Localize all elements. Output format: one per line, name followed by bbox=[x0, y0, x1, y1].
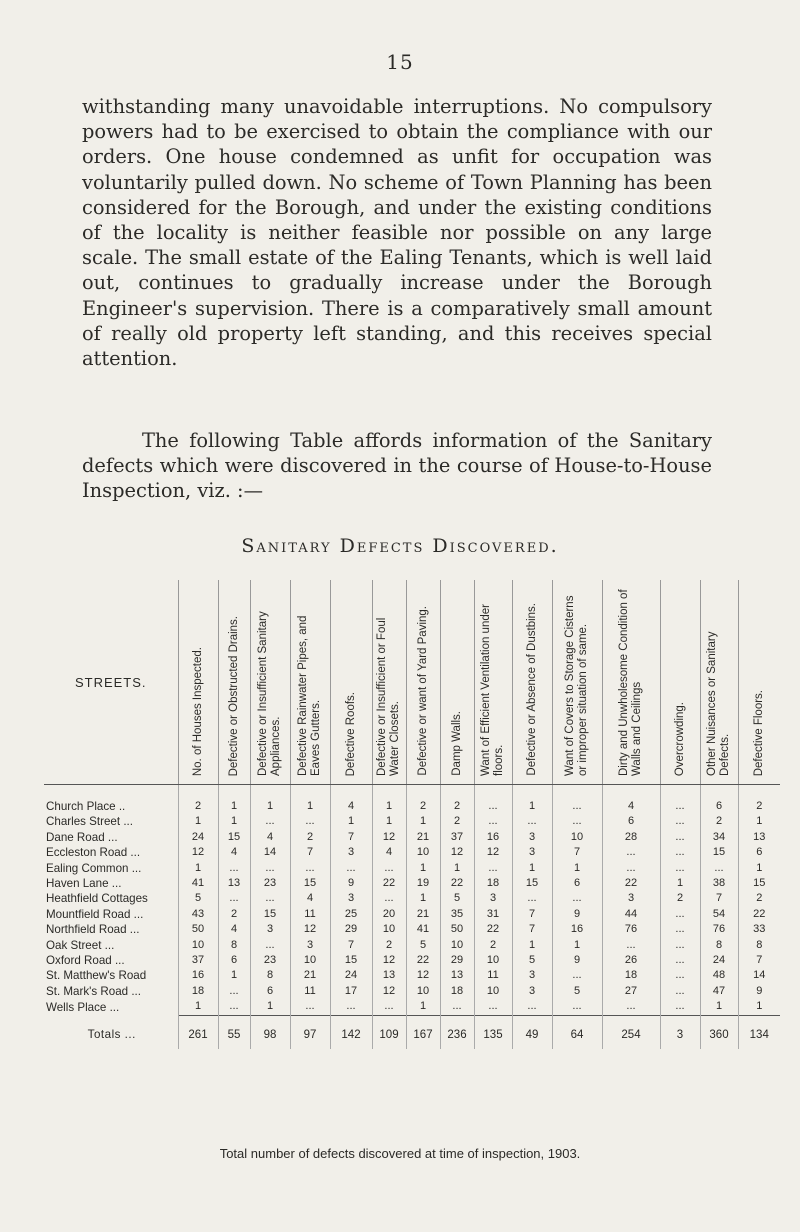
table-cell: ... bbox=[290, 861, 330, 876]
table-cell: 15 bbox=[250, 907, 290, 922]
table-cell: 2 bbox=[440, 785, 474, 815]
table-cell: 18 bbox=[474, 876, 512, 891]
table-cell: 1 bbox=[218, 968, 250, 983]
totals-row bbox=[44, 1015, 780, 1049]
table-cell: 24 bbox=[178, 830, 218, 845]
table-cell: 50 bbox=[440, 922, 474, 937]
total-cell: 55 bbox=[218, 1015, 250, 1049]
table-cell: ... bbox=[660, 845, 700, 860]
table-cell: 2 bbox=[474, 938, 512, 953]
table-cell: ... bbox=[250, 891, 290, 906]
table-cell: ... bbox=[660, 953, 700, 968]
table-cell: 7 bbox=[700, 891, 738, 906]
table-cell: ... bbox=[440, 999, 474, 1015]
column-header: Defective Floors. bbox=[738, 580, 780, 785]
table-cell: 1 bbox=[372, 785, 406, 815]
column-header: Defective or want of Yard Paving. bbox=[406, 580, 440, 785]
table-cell: 43 bbox=[178, 907, 218, 922]
table-cell: 1 bbox=[512, 938, 552, 953]
table-cell: ... bbox=[552, 785, 602, 815]
table-cell: 21 bbox=[406, 830, 440, 845]
table-cell: 5 bbox=[512, 953, 552, 968]
table-cell: ... bbox=[474, 999, 512, 1015]
table-cell: ... bbox=[474, 814, 512, 829]
table-cell: 10 bbox=[552, 830, 602, 845]
table-cell: 10 bbox=[178, 938, 218, 953]
table-cell: 10 bbox=[372, 922, 406, 937]
table-cell: 10 bbox=[474, 984, 512, 999]
table-cell: ... bbox=[602, 938, 660, 953]
column-header: Overcrowding. bbox=[660, 580, 700, 785]
table-cell: 6 bbox=[250, 984, 290, 999]
table-row bbox=[44, 830, 780, 845]
street-name: Charles Street ... bbox=[46, 815, 133, 829]
table-cell: 22 bbox=[406, 953, 440, 968]
table-cell: 17 bbox=[330, 984, 372, 999]
table-cell: 1 bbox=[700, 999, 738, 1015]
column-header: Defective or Obstructed Drains. bbox=[218, 580, 250, 785]
table-cell: 31 bbox=[474, 907, 512, 922]
table-cell: 2 bbox=[738, 785, 780, 815]
table-cell: ... bbox=[602, 845, 660, 860]
table-cell: 2 bbox=[440, 814, 474, 829]
table-cell: 16 bbox=[552, 922, 602, 937]
table-cell: 2 bbox=[738, 891, 780, 906]
column-header: Defective Rainwater Pipes, and Eaves Gutters. bbox=[290, 580, 330, 785]
total-cell: 167 bbox=[406, 1015, 440, 1049]
table-cell: 12 bbox=[178, 845, 218, 860]
table-cell: 9 bbox=[552, 953, 602, 968]
table-cell: 11 bbox=[290, 907, 330, 922]
table-cell: 7 bbox=[330, 830, 372, 845]
column-header: No. of Houses Inspected. bbox=[178, 580, 218, 785]
table-cell: 4 bbox=[250, 830, 290, 845]
streets-header: STREETS. bbox=[44, 580, 178, 785]
total-cell: 261 bbox=[178, 1015, 218, 1049]
table-cell: 2 bbox=[372, 938, 406, 953]
table-cell: 41 bbox=[178, 876, 218, 891]
table-row bbox=[44, 814, 780, 829]
table-cell: ... bbox=[218, 984, 250, 999]
totals-label: Totals ... bbox=[87, 1028, 136, 1042]
table-cell: ... bbox=[250, 814, 290, 829]
total-cell: 135 bbox=[474, 1015, 512, 1049]
street-name: Oxford Road ... bbox=[46, 954, 125, 968]
table-cell: 12 bbox=[372, 830, 406, 845]
table-cell: 4 bbox=[330, 785, 372, 815]
table-row bbox=[44, 891, 780, 906]
table-cell: 3 bbox=[250, 922, 290, 937]
table-cell: ... bbox=[602, 999, 660, 1015]
table-cell: 2 bbox=[290, 830, 330, 845]
table-cell: ... bbox=[660, 814, 700, 829]
table-cell: 16 bbox=[474, 830, 512, 845]
table-cell: ... bbox=[474, 861, 512, 876]
table-cell: 15 bbox=[700, 845, 738, 860]
table-cell: 25 bbox=[330, 907, 372, 922]
table-cell: 5 bbox=[440, 891, 474, 906]
table-cell: 1 bbox=[738, 814, 780, 829]
table-cell: 8 bbox=[700, 938, 738, 953]
table-cell: 4 bbox=[218, 922, 250, 937]
table-cell: 12 bbox=[406, 968, 440, 983]
table-cell: 2 bbox=[218, 907, 250, 922]
table-cell: 15 bbox=[290, 876, 330, 891]
table-cell: 7 bbox=[330, 938, 372, 953]
table-cell: 9 bbox=[552, 907, 602, 922]
table-cell: 2 bbox=[406, 785, 440, 815]
page-number: 15 bbox=[386, 50, 414, 74]
table-cell: 22 bbox=[738, 907, 780, 922]
table-cell: 1 bbox=[406, 861, 440, 876]
table-cell: ... bbox=[474, 785, 512, 815]
street-name: Mountfield Road ... bbox=[46, 907, 144, 921]
table-cell: 10 bbox=[290, 953, 330, 968]
table-row bbox=[44, 907, 780, 922]
table-cell: 19 bbox=[406, 876, 440, 891]
table-row bbox=[44, 953, 780, 968]
table-cell: 15 bbox=[738, 876, 780, 891]
table-cell: 22 bbox=[602, 876, 660, 891]
table-cell: ... bbox=[660, 907, 700, 922]
body-paragraph-1: withstanding many unavoidable interruptions. No compulsory powers had to be exercised to obtain the compliance with our orders. One house condemned as unfit for occupation was voluntarily pulled down. No scheme of Town Planning has been considered for the Borough, and under the existing conditions of the locality is neither feasible nor possible on any large scale. The small estate of the Ealing Tenants, which is well laid out, continues to gradually increase under the Borough Engineer's supervision. There is a comparatively small amount of really old property left standing, and this receives special attention. bbox=[82, 95, 712, 371]
table-cell: 21 bbox=[290, 968, 330, 983]
table-cell: 1 bbox=[440, 861, 474, 876]
table-row bbox=[44, 938, 780, 953]
table-cell: ... bbox=[372, 999, 406, 1015]
total-cell: 134 bbox=[738, 1015, 780, 1049]
table-cell: 3 bbox=[290, 938, 330, 953]
table-cell: 29 bbox=[330, 922, 372, 937]
table-cell: 4 bbox=[602, 785, 660, 815]
table-cell: ... bbox=[218, 999, 250, 1015]
sanitary-defects-table bbox=[44, 580, 780, 1049]
table-cell: 3 bbox=[474, 891, 512, 906]
table-cell: 10 bbox=[440, 938, 474, 953]
table-cell: 9 bbox=[738, 984, 780, 999]
table-cell: 23 bbox=[250, 953, 290, 968]
table-cell: 12 bbox=[290, 922, 330, 937]
table-cell: 4 bbox=[372, 845, 406, 860]
street-name: Heathfield Cottages bbox=[46, 892, 148, 906]
table-cell: 1 bbox=[290, 785, 330, 815]
table-cell: ... bbox=[552, 999, 602, 1015]
table-cell: 15 bbox=[218, 830, 250, 845]
table-cell: 14 bbox=[250, 845, 290, 860]
total-cell: 49 bbox=[512, 1015, 552, 1049]
total-cell: 360 bbox=[700, 1015, 738, 1049]
table-cell: 22 bbox=[474, 922, 512, 937]
table-cell: 8 bbox=[250, 968, 290, 983]
table-cell: 11 bbox=[290, 984, 330, 999]
table-cell: 1 bbox=[330, 814, 372, 829]
table-cell: 1 bbox=[218, 785, 250, 815]
table-cell: 1 bbox=[178, 814, 218, 829]
table-cell: ... bbox=[512, 891, 552, 906]
total-cell: 64 bbox=[552, 1015, 602, 1049]
table-cell: ... bbox=[372, 861, 406, 876]
table-row bbox=[44, 845, 780, 860]
table-cell: ... bbox=[218, 891, 250, 906]
table-cell: ... bbox=[330, 861, 372, 876]
table-cell: 1 bbox=[552, 938, 602, 953]
table-cell: 3 bbox=[330, 891, 372, 906]
total-cell: 109 bbox=[372, 1015, 406, 1049]
table-cell: 76 bbox=[602, 922, 660, 937]
table-cell: 18 bbox=[178, 984, 218, 999]
table-row bbox=[44, 876, 780, 891]
table-cell: ... bbox=[552, 814, 602, 829]
table-cell: 3 bbox=[602, 891, 660, 906]
table-cell: 1 bbox=[250, 999, 290, 1015]
table-cell: 22 bbox=[372, 876, 406, 891]
street-name: Oak Street ... bbox=[46, 938, 115, 952]
total-cell: 236 bbox=[440, 1015, 474, 1049]
column-header: Want of Efficient Ventilation under floors. bbox=[474, 580, 512, 785]
table-cell: ... bbox=[372, 891, 406, 906]
table-cell: 15 bbox=[330, 953, 372, 968]
table-cell: 37 bbox=[440, 830, 474, 845]
table-cell: 7 bbox=[738, 953, 780, 968]
table-cell: 5 bbox=[406, 938, 440, 953]
table-cell: 20 bbox=[372, 907, 406, 922]
table-cell: 1 bbox=[660, 876, 700, 891]
table-cell: 1 bbox=[372, 814, 406, 829]
table-cell: 15 bbox=[512, 876, 552, 891]
table-cell: 50 bbox=[178, 922, 218, 937]
table-cell: 13 bbox=[738, 830, 780, 845]
table-title: Sanitary Defects Discovered. bbox=[241, 535, 559, 557]
table-cell: 23 bbox=[250, 876, 290, 891]
table-cell: 13 bbox=[218, 876, 250, 891]
column-header: Damp Walls. bbox=[440, 580, 474, 785]
table-cell: 12 bbox=[474, 845, 512, 860]
table-cell: 7 bbox=[512, 922, 552, 937]
table-cell: 76 bbox=[700, 922, 738, 937]
table-cell: 44 bbox=[602, 907, 660, 922]
table-cell: 1 bbox=[250, 785, 290, 815]
table-cell: 1 bbox=[218, 814, 250, 829]
table-cell: 3 bbox=[512, 845, 552, 860]
table-cell: 6 bbox=[602, 814, 660, 829]
table-cell: ... bbox=[250, 861, 290, 876]
street-name: Church Place .. bbox=[46, 800, 126, 813]
table-cell: ... bbox=[290, 814, 330, 829]
table-cell: 6 bbox=[218, 953, 250, 968]
table-cell: ... bbox=[660, 830, 700, 845]
table-cell: 22 bbox=[440, 876, 474, 891]
table-cell: 8 bbox=[738, 938, 780, 953]
table-cell: 12 bbox=[372, 953, 406, 968]
table-cell: 1 bbox=[178, 999, 218, 1015]
table-cell: ... bbox=[602, 861, 660, 876]
table-cell: ... bbox=[660, 984, 700, 999]
table-cell: ... bbox=[330, 999, 372, 1015]
table-cell: 1 bbox=[406, 999, 440, 1015]
table-cell: 48 bbox=[700, 968, 738, 983]
table-cell: ... bbox=[512, 999, 552, 1015]
table-cell: ... bbox=[700, 861, 738, 876]
table-cell: ... bbox=[552, 891, 602, 906]
street-name: St. Matthew's Road bbox=[46, 969, 147, 983]
table-cell: 54 bbox=[700, 907, 738, 922]
table-row bbox=[44, 785, 780, 815]
table-cell: 13 bbox=[372, 968, 406, 983]
body-paragraph-2: The following Table affords information of the Sanitary defects which were discovered in the course of House-to-House Inspection, viz. :— bbox=[82, 429, 712, 503]
column-header: Defective or Insufficient Sanitary Appliances. bbox=[250, 580, 290, 785]
street-name: Wells Place ... bbox=[46, 1000, 120, 1014]
table-cell: 11 bbox=[474, 968, 512, 983]
table-cell: 10 bbox=[474, 953, 512, 968]
table-cell: 33 bbox=[738, 922, 780, 937]
street-name: St. Mark's Road ... bbox=[46, 984, 141, 998]
table-cell: 4 bbox=[290, 891, 330, 906]
table-cell: 7 bbox=[552, 845, 602, 860]
table-cell: 13 bbox=[440, 968, 474, 983]
total-cell: 3 bbox=[660, 1015, 700, 1049]
table-cell: ... bbox=[660, 999, 700, 1015]
table-cell: ... bbox=[660, 968, 700, 983]
table-cell: 18 bbox=[602, 968, 660, 983]
table-cell: 5 bbox=[552, 984, 602, 999]
table-cell: 1 bbox=[738, 999, 780, 1015]
table-cell: 37 bbox=[178, 953, 218, 968]
table-cell: 4 bbox=[218, 845, 250, 860]
table-cell: 6 bbox=[700, 785, 738, 815]
table-cell: 3 bbox=[512, 968, 552, 983]
column-header: Defective or Absence of Dustbins. bbox=[512, 580, 552, 785]
table-cell: 14 bbox=[738, 968, 780, 983]
table-row bbox=[44, 968, 780, 983]
table-cell: 9 bbox=[330, 876, 372, 891]
table-cell: 7 bbox=[290, 845, 330, 860]
table-cell: ... bbox=[290, 999, 330, 1015]
table-cell: 1 bbox=[512, 785, 552, 815]
table-cell: 1 bbox=[406, 891, 440, 906]
column-header: Defective Roofs. bbox=[330, 580, 372, 785]
table-cell: 2 bbox=[700, 814, 738, 829]
table-cell: 26 bbox=[602, 953, 660, 968]
table-cell: 2 bbox=[660, 891, 700, 906]
table-cell: ... bbox=[660, 922, 700, 937]
table-cell: 1 bbox=[178, 861, 218, 876]
total-cell: 142 bbox=[330, 1015, 372, 1049]
table-cell: ... bbox=[660, 785, 700, 815]
street-name: Dane Road ... bbox=[46, 830, 118, 844]
table-row bbox=[44, 999, 780, 1015]
column-header: Dirty and Unwholesome Condition of Walls and Ceilings bbox=[602, 580, 660, 785]
table-cell: 10 bbox=[406, 984, 440, 999]
table-row bbox=[44, 922, 780, 937]
street-name: Eccleston Road ... bbox=[46, 846, 141, 860]
table-cell: 3 bbox=[512, 830, 552, 845]
table-cell: 1 bbox=[738, 861, 780, 876]
table-cell: ... bbox=[552, 968, 602, 983]
table-cell: 41 bbox=[406, 922, 440, 937]
table-cell: 12 bbox=[440, 845, 474, 860]
table-cell: 3 bbox=[512, 984, 552, 999]
table-cell: 1 bbox=[406, 814, 440, 829]
total-cell: 97 bbox=[290, 1015, 330, 1049]
total-cell: 254 bbox=[602, 1015, 660, 1049]
table-cell: ... bbox=[250, 938, 290, 953]
table-cell: 1 bbox=[512, 861, 552, 876]
street-name: Ealing Common ... bbox=[46, 861, 142, 875]
table-footnote: Total number of defects discovered at time of inspection, 1903. bbox=[219, 1146, 581, 1161]
total-cell: 98 bbox=[250, 1015, 290, 1049]
table-cell: 28 bbox=[602, 830, 660, 845]
column-header: Want of Covers to Storage Cisterns or improper situation of same. bbox=[552, 580, 602, 785]
table-cell: 12 bbox=[372, 984, 406, 999]
table-cell: ... bbox=[660, 861, 700, 876]
table-cell: 34 bbox=[700, 830, 738, 845]
table-cell: 6 bbox=[552, 876, 602, 891]
table-row bbox=[44, 861, 780, 876]
table-cell: 5 bbox=[178, 891, 218, 906]
column-header: Other Nuisances or Sanitary Defects. bbox=[700, 580, 738, 785]
table-cell: 18 bbox=[440, 984, 474, 999]
table-cell: ... bbox=[660, 938, 700, 953]
table-cell: 2 bbox=[178, 785, 218, 815]
table-cell: 6 bbox=[738, 845, 780, 860]
table-cell: 29 bbox=[440, 953, 474, 968]
table-cell: ... bbox=[218, 861, 250, 876]
table-header-row bbox=[44, 580, 780, 785]
table-cell: ... bbox=[512, 814, 552, 829]
table-cell: 27 bbox=[602, 984, 660, 999]
table-cell: 38 bbox=[700, 876, 738, 891]
table-cell: 8 bbox=[218, 938, 250, 953]
table-cell: 24 bbox=[330, 968, 372, 983]
table-cell: 16 bbox=[178, 968, 218, 983]
table-cell: 3 bbox=[330, 845, 372, 860]
table-cell: 10 bbox=[406, 845, 440, 860]
table-cell: 7 bbox=[512, 907, 552, 922]
table-body bbox=[44, 785, 780, 1016]
table-cell: 21 bbox=[406, 907, 440, 922]
table-cell: 47 bbox=[700, 984, 738, 999]
column-header: Defective or Insufficient or Foul Water Closets. bbox=[372, 580, 406, 785]
street-name: Haven Lane ... bbox=[46, 877, 122, 891]
table-cell: 35 bbox=[440, 907, 474, 922]
table-cell: 24 bbox=[700, 953, 738, 968]
street-name: Northfield Road ... bbox=[46, 923, 140, 937]
table-cell: 1 bbox=[552, 861, 602, 876]
table-row bbox=[44, 984, 780, 999]
